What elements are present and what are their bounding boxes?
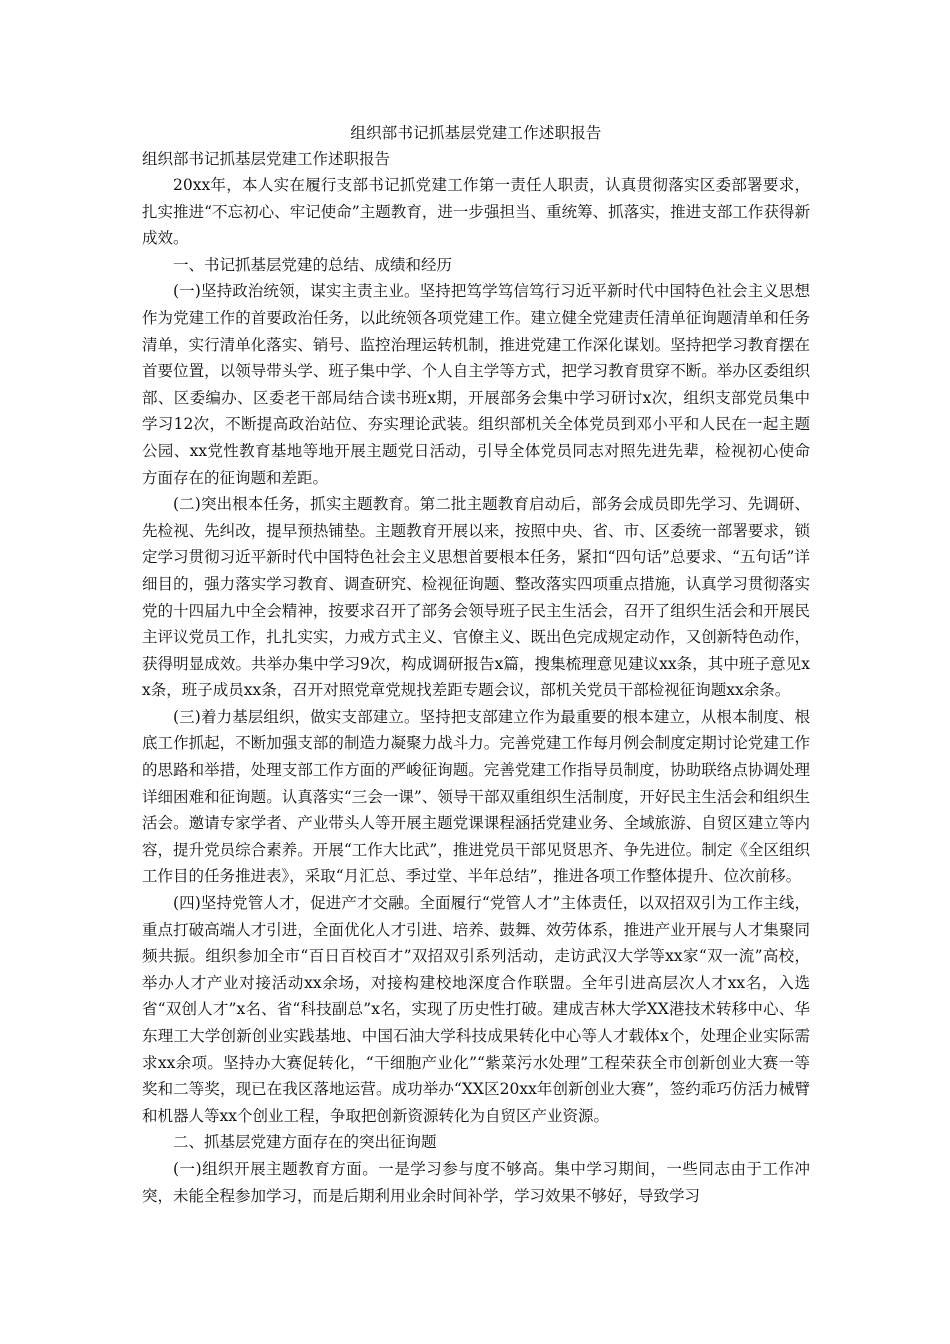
document-subtitle: 组织部书记抓基层党建工作述职报告 (142, 150, 391, 168)
paragraph-intro: 20xx年，本人实在履行支部书记抓党建工作第一责任人职责，认真贯彻落实区委部署要求，扎实推进“不忘初心、牢记使命”主题教育，进一步强担当、重统筹、抓落实，推进支部工作获得新成效。 (142, 176, 810, 248)
paragraph-1-1: (一)坚持政治统领，谋实主责主业。坚持把笃学笃信笃行习近平新时代中国特色社会主义思想作为党建工作的首要政治任务，以此统领各项党建工作。建立健全党建责任清单征询题清单和任务清单，实行清单化落实、销号、监控治理运转机制，推进党建工作深化谋划。坚持把学习教育摆在首要位置，以领导带头学、班子集中学、个人自主学等方式，把学习教育贯穿不断。举办区委组织部、区委编办、区委老干部局结合读书班x期，开展部务会集中学习研讨x次，组织支部党员集中学习12次，不断提高政治站位、夯实理论武装。组织部机关全体党员到邓小平和人民在一起主题公园、xx党性教育基地等地开展主题党日活动，引导全体党员同志对照先进先辈，检视初心使命方面存在的征询题和差距。 (142, 282, 810, 487)
paragraph-1-2: (二)突出根本任务，抓实主题教育。第二批主题教育启动后，部务会成员即先学习、先调研、先检视、先纠改，提早预热铺垫。主题教育开展以来，按照中央、省、市、区委统一部署要求，锁定学习贯彻习近平新时代中国特色社会主义思想首要根本任务，紧扣“四句话”总要求、“五句话”详细目的，强力落实学习教育、调查研究、检视征询题、整改落实四项重点措施，认真学习贯彻落实党的十四届九中全会精神，按要求召开了部务会领导班子民主生活会，召开了组织生活会和开展民主评议党员工作，扎扎实实，力戒方式主义、官僚主义、既出色完成规定动作，又创新特色动作，获得明显成效。共举办集中学习9次，构成调研报告x篇，搜集梳理意见建议xx条，其中班子意见xx条，班子成员xx条，召开对照党章党规找差距专题会议，部机关党员干部检视征询题xx余条。 (142, 495, 810, 700)
paragraph-1-3: (三)着力基层组织，做实支部建立。坚持把支部建立作为最重要的根本建立，从根本制度、根底工作抓起，不断加强支部的制造力凝聚力战斗力。完善党建工作每月例会制度定期讨论党建工作的思路和举措，处理支部工作方面的严峻征询题。完善党建工作指导员制度，协助联络点协调处理详细困难和征询题。认真落实“三会一课”、领导干部双重组织生活制度，开好民主生活会和组织生活会。邀请专家学者、产业带头人等开展主题党课课程涵括党建业务、全域旅游、自贸区建立等内容，提升党员综合素养。开展“工作大比武”，推进党员干部见贤思齐、争先进位。制定《全区组织工作目的任务推进表》，采取“月汇总、季过堂、半年总结”，推进各项工作整体提升、位次前移。 (142, 707, 810, 886)
paragraph-1-4: (四)坚持党管人才，促进产才交融。全面履行“党管人才”主体责任，以双招双引为工作主线，重点打破高端人才引进，全面优化人才引进、培养、鼓舞、效劳体系，推进产业开展与人才集聚同频共振。组织参加全市“百日百校百才”双招双引系列活动，走访武汉大学等xx家“双一流”高校，举办人才产业对接活动xx余场，对接构建校地深度合作联盟。全年引进高层次人才xx名，入选省“双创人才”x名、省“科技副总”x名，实现了历史性打破。建成吉林大学XX港技术转移中心、华东理工大学创新创业实践基地、中国石油大学科技成果转化中心等人才载体x个，处理企业实际需求xx余项。坚持办大赛促转化，“干细胞产业化”“紫菜污水处理”工程荣获全市创新创业大赛一等奖和二等奖，现已在我区落地运营。成功举办“XX区20xx年创新创业大赛”，签约乖巧仿活力械臂和机器人等xx个创业工程，争取把创新资源转化为自贸区产业资源。 (142, 894, 810, 1125)
section-heading-2: 二、抓基层党建方面存在的突出征询题 (173, 1133, 437, 1152)
section-heading-1: 一、书记抓基层党建的总结、成绩和经历 (173, 255, 453, 274)
document-page (142, 120, 810, 1209)
paragraph-2-1: (一)组织开展主题教育方面。一是学习参与度不够高。集中学习期间，一些同志由于工作冲突，未能全程参加学习，而是后期利用业余时间补学，学习效果不够好，导致学习 (142, 1159, 810, 1205)
document-title: 组织部书记抓基层党建工作述职报告 (350, 124, 602, 142)
